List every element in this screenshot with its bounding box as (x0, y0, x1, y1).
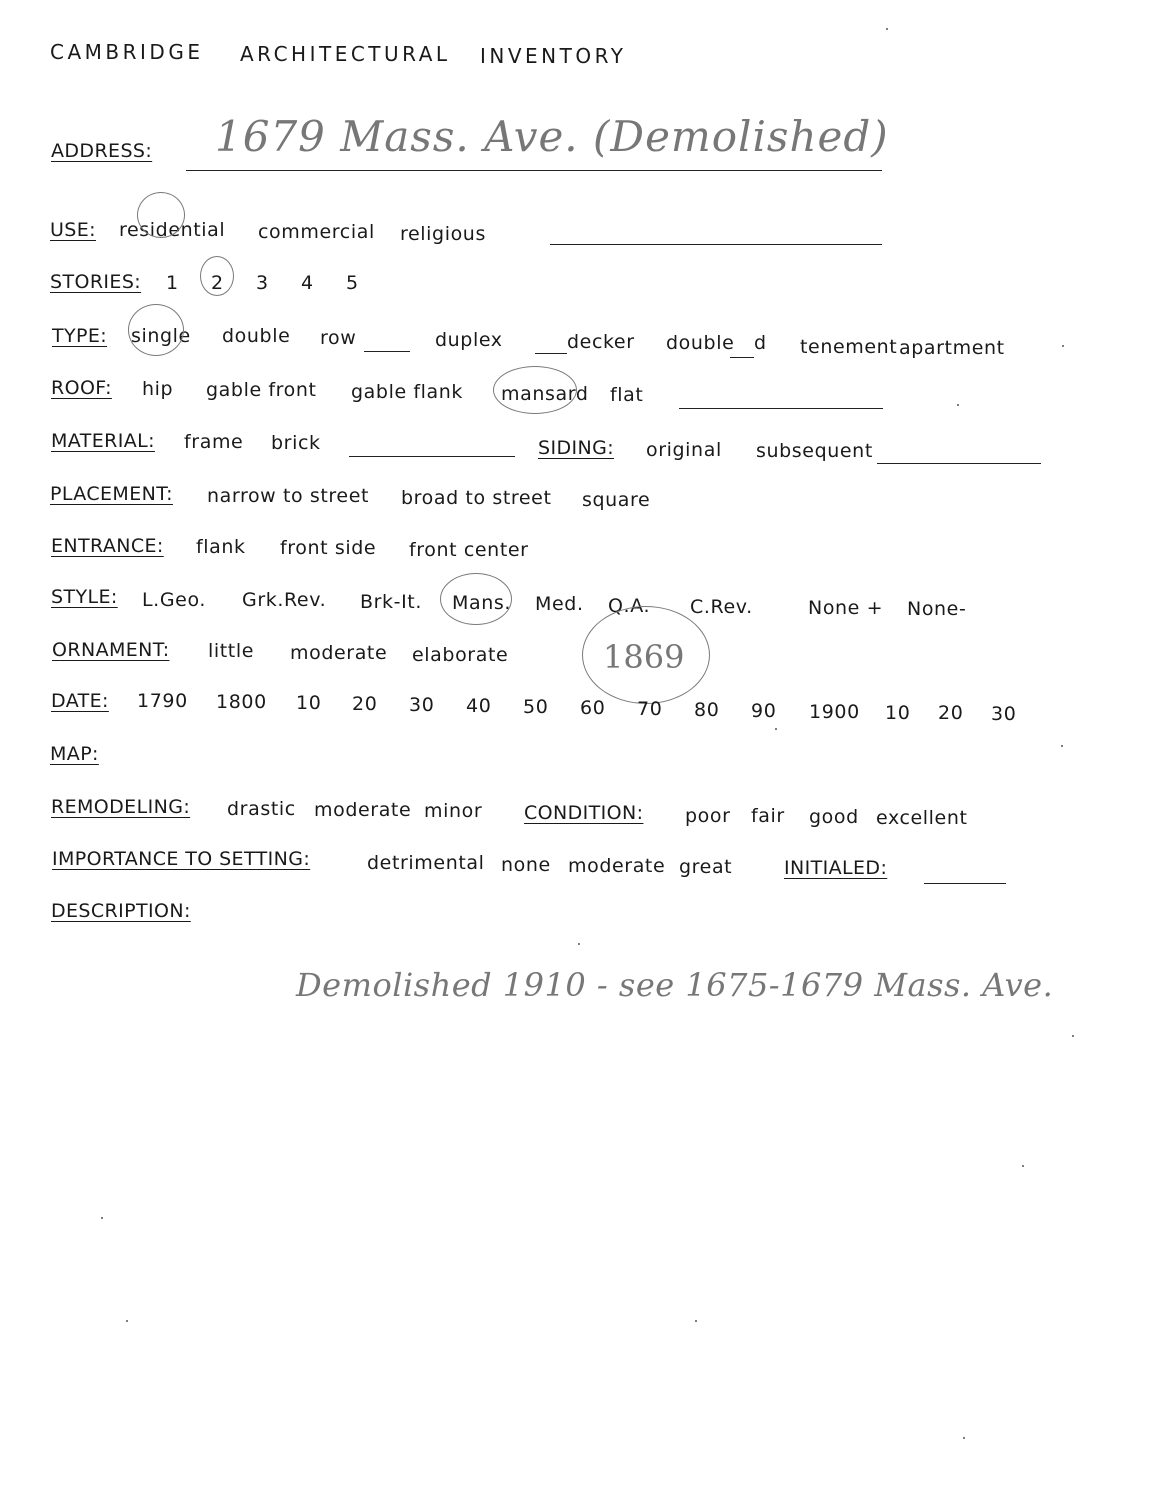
type-option-double-d[interactable]: double (666, 332, 735, 354)
type-row-blank (364, 351, 410, 352)
roof-option-gable-flank[interactable]: gable flank (351, 381, 464, 403)
style-option-mans[interactable]: Mans. (452, 592, 512, 614)
date-label: DATE: (51, 690, 109, 712)
date-option-90[interactable]: 90 (751, 700, 777, 722)
use-label: USE: (50, 219, 96, 241)
siding-label: SIDING: (538, 437, 615, 459)
date-option-70[interactable]: 70 (637, 698, 663, 720)
map-label: MAP: (50, 743, 99, 765)
condition-option-good[interactable]: good (809, 806, 859, 828)
scan-speck (1022, 1165, 1024, 1167)
style-option-none-plus[interactable]: None + (808, 597, 884, 619)
date-option-1920[interactable]: 20 (938, 702, 964, 724)
style-option-med[interactable]: Med. (535, 593, 584, 615)
placement-option-narrow[interactable]: narrow to street (207, 485, 370, 507)
scan-speck (886, 28, 888, 30)
type-option-tenement[interactable]: tenement (800, 336, 898, 358)
scan-speck (126, 1320, 128, 1322)
use-other-line (550, 244, 882, 245)
ornament-option-elaborate[interactable]: elaborate (412, 644, 509, 666)
date-option-20[interactable]: 20 (352, 693, 378, 715)
roof-option-hip[interactable]: hip (142, 378, 174, 400)
roof-option-flat[interactable]: flat (610, 384, 644, 406)
initialed-line (924, 883, 1006, 884)
type-option-row[interactable]: row (320, 327, 357, 349)
form-title-cambridge: CAMBRIDGE (50, 40, 204, 64)
address-label: ADDRESS: (51, 140, 153, 162)
type-option-single[interactable]: single (131, 325, 191, 347)
placement-option-broad[interactable]: broad to street (401, 487, 552, 509)
style-option-brk-it[interactable]: Brk-It. (360, 591, 422, 613)
scan-speck (1072, 1035, 1074, 1037)
ornament-option-little[interactable]: little (208, 640, 255, 662)
scan-speck (1061, 745, 1063, 747)
scan-speck (775, 728, 777, 730)
placement-label: PLACEMENT: (50, 483, 173, 505)
style-selection-circle (440, 573, 512, 625)
date-note-1869: 1869 (603, 638, 685, 676)
siding-option-original[interactable]: original (646, 439, 722, 461)
material-other-line (349, 456, 515, 457)
date-option-10[interactable]: 10 (296, 692, 322, 714)
entrance-label: ENTRANCE: (51, 535, 164, 557)
date-option-1910[interactable]: 10 (885, 702, 911, 724)
scan-speck (1062, 345, 1064, 347)
date-option-80[interactable]: 80 (694, 699, 720, 721)
form-title-architectural: ARCHITECTURAL (240, 42, 451, 66)
date-option-50[interactable]: 50 (523, 696, 549, 718)
date-option-40[interactable]: 40 (466, 695, 492, 717)
scan-speck (101, 1217, 103, 1219)
use-option-residential[interactable]: residential (119, 219, 226, 241)
style-label: STYLE: (51, 586, 118, 608)
stories-selection-circle (200, 256, 234, 296)
scan-speck (957, 404, 959, 406)
remodeling-option-drastic[interactable]: drastic (227, 798, 296, 820)
form-title-inventory: INVENTORY (480, 44, 627, 68)
stories-option-2[interactable]: 2 (211, 272, 224, 294)
importance-option-none[interactable]: none (501, 854, 551, 876)
roof-selection-circle (493, 366, 577, 414)
type-option-double[interactable]: double (222, 325, 291, 347)
address-underline (186, 170, 882, 171)
use-option-religious[interactable]: religious (400, 223, 486, 245)
remodeling-option-minor[interactable]: minor (424, 800, 483, 822)
siding-option-subsequent[interactable]: subsequent (756, 440, 873, 462)
placement-option-square[interactable]: square (582, 489, 651, 511)
stories-option-3[interactable]: 3 (256, 272, 269, 294)
use-selection-circle (137, 192, 185, 238)
stories-option-5[interactable]: 5 (346, 272, 359, 294)
remodeling-option-moderate[interactable]: moderate (314, 799, 412, 821)
type-option-decker[interactable]: decker (567, 331, 635, 353)
initialed-label: INITIALED: (784, 857, 888, 879)
ornament-label: ORNAMENT: (52, 639, 170, 661)
scan-speck (963, 1437, 965, 1439)
material-option-frame[interactable]: frame (184, 431, 244, 453)
stories-option-4[interactable]: 4 (301, 272, 314, 294)
condition-option-fair[interactable]: fair (751, 805, 785, 827)
type-double-d-blank (730, 357, 754, 358)
address-value[interactable]: 1679 Mass. Ave. (Demolished) (215, 112, 889, 161)
importance-option-detrimental[interactable]: detrimental (367, 852, 485, 874)
entrance-option-front-center[interactable]: front center (409, 539, 529, 561)
roof-label: ROOF: (51, 377, 112, 399)
date-option-30[interactable]: 30 (409, 694, 435, 716)
date-option-60[interactable]: 60 (580, 697, 606, 719)
roof-option-mansard[interactable]: mansard (501, 383, 589, 405)
scan-speck (695, 1320, 697, 1322)
stories-label: STORIES: (50, 271, 142, 293)
type-decker-blank (535, 353, 567, 354)
material-option-brick[interactable]: brick (271, 432, 321, 454)
use-option-commercial[interactable]: commercial (258, 221, 375, 243)
condition-option-poor[interactable]: poor (685, 805, 731, 827)
material-label: MATERIAL: (51, 430, 155, 452)
type-option-d[interactable]: d (754, 332, 767, 354)
type-label: TYPE: (52, 325, 108, 347)
importance-label: IMPORTANCE TO SETTING: (52, 848, 311, 870)
ornament-option-moderate[interactable]: moderate (290, 642, 388, 664)
style-option-q-a[interactable]: Q.A. (608, 595, 651, 617)
remodeling-label: REMODELING: (51, 796, 191, 818)
condition-option-excellent[interactable]: excellent (876, 807, 968, 829)
description-label: DESCRIPTION: (51, 900, 191, 922)
style-option-none-minus[interactable]: None- (907, 598, 967, 620)
importance-option-great[interactable]: great (679, 856, 733, 878)
style-option-grk-rev[interactable]: Grk.Rev. (242, 589, 327, 611)
importance-option-moderate[interactable]: moderate (568, 855, 666, 877)
date-option-1800[interactable]: 1800 (216, 691, 267, 713)
style-option-c-rev[interactable]: C.Rev. (690, 596, 753, 618)
entrance-option-front-side[interactable]: front side (280, 537, 377, 559)
entrance-option-flank[interactable]: flank (196, 536, 246, 558)
roof-option-gable-front[interactable]: gable front (206, 379, 317, 401)
stories-option-1[interactable]: 1 (166, 272, 179, 294)
description-handwritten-note[interactable]: Demolished 1910 - see 1675-1679 Mass. Ave. (296, 966, 1054, 1004)
type-selection-circle (128, 304, 184, 356)
date-option-1900[interactable]: 1900 (809, 701, 860, 723)
type-option-apartment[interactable]: apartment (899, 337, 1005, 359)
roof-other-line (679, 408, 883, 409)
condition-label: CONDITION: (524, 802, 644, 824)
date-option-1930[interactable]: 30 (991, 703, 1017, 725)
scan-speck (578, 943, 580, 945)
type-option-duplex[interactable]: duplex (435, 329, 503, 351)
style-option-l-geo[interactable]: L.Geo. (142, 589, 206, 611)
date-option-1790[interactable]: 1790 (137, 690, 188, 712)
siding-other-line (877, 463, 1041, 464)
